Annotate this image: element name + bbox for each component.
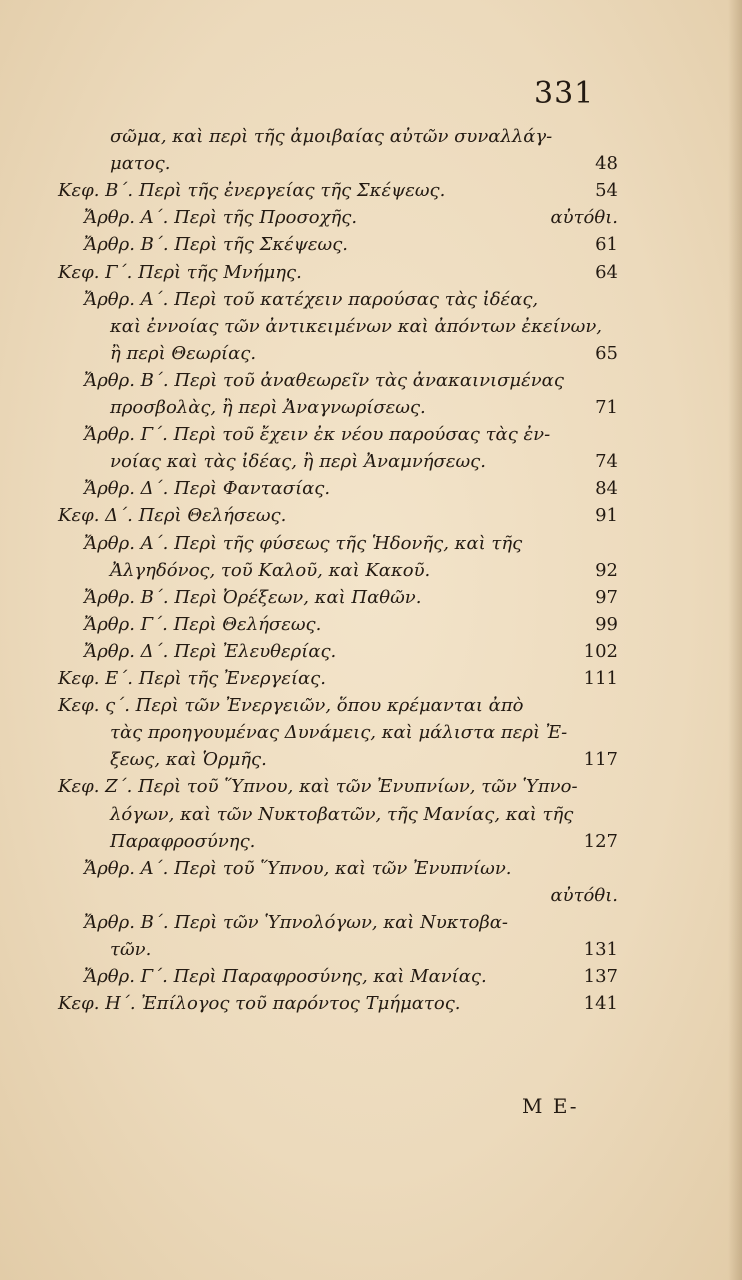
toc-page-number: 48 (595, 153, 618, 175)
page-number: 331 (534, 76, 595, 111)
toc-entry-text: σῶμα, καὶ περὶ τῆς ἀμοιβαίας αὐτῶν συναλλάγ- (110, 126, 553, 147)
toc-line (0, 612, 742, 638)
toc-line (0, 639, 742, 665)
toc-entry-text: ξεως, καὶ Ὁρμῆς. (110, 749, 267, 771)
toc-page-number: 64 (595, 261, 618, 283)
toc-entry-text: Ἄρθρ. Γ΄. Περὶ Θελήσεως. (84, 613, 322, 635)
toc-line (0, 124, 742, 150)
toc-entry-text: Ἄρθρ. Δ΄. Περὶ Ἐλευθερίας. (84, 640, 337, 662)
toc-page-number: 141 (583, 993, 618, 1015)
toc-entry-text: ματος. (110, 153, 171, 175)
toc-entry-text: Κεφ. Η΄. Ἐπίλογος τοῦ παρόντος Τμήματος. (58, 993, 461, 1015)
toc-page-number: 117 (583, 749, 618, 771)
toc-line (0, 368, 742, 394)
toc-entry-text: Ἄρθρ. Γ΄. Περὶ τοῦ ἔχειν ἐκ νέου παρούσας τὰς ἐν- (84, 424, 551, 446)
toc-line (0, 991, 742, 1017)
toc-entry-text: νοίας καὶ τὰς ἰδέας, ἢ περὶ Ἀναμνήσεως. (110, 451, 486, 473)
toc-entry-text: Ἄρθρ. Β΄. Περὶ τοῦ ἀναθεωρεῖν τὰς ἀνακαινισμένας (84, 369, 564, 391)
toc-page-number: 65 (595, 342, 618, 364)
toc-page-number: 54 (595, 180, 618, 202)
toc-page-number: 137 (583, 966, 618, 988)
toc-page-number: 111 (583, 668, 618, 689)
toc-line (0, 205, 742, 231)
toc-line (0, 558, 742, 584)
toc-entry-text: τὰς προηγουμένας Δυνάμεις, καὶ μάλιστα περὶ Ἐ- (110, 722, 568, 744)
toc-line (0, 260, 742, 286)
toc-line (0, 314, 742, 340)
toc-line (0, 910, 742, 936)
toc-page-number: 97 (595, 586, 618, 608)
toc-line (0, 585, 742, 611)
toc-line (0, 747, 742, 773)
toc-page-number: 71 (595, 397, 618, 418)
table-of-contents (0, 124, 742, 1024)
toc-line (0, 503, 742, 529)
page-edge-shadow (728, 0, 742, 1280)
toc-page-number: 131 (583, 939, 618, 960)
toc-line (0, 693, 742, 719)
toc-page-number: 74 (595, 451, 618, 473)
toc-entry-text: Ἀλγηδόνος, τοῦ Καλοῦ, καὶ Κακοῦ. (110, 559, 431, 581)
toc-line (0, 395, 742, 421)
toc-entry-text: Παραφροσύνης. (110, 830, 256, 852)
toc-page-number: 91 (595, 505, 618, 527)
toc-line (0, 856, 742, 882)
toc-line (0, 802, 742, 828)
toc-line (0, 449, 742, 475)
toc-entry-text: Ἄρθρ. Β΄. Περὶ τῆς Σκέψεως. (84, 234, 349, 256)
toc-line (0, 774, 742, 800)
toc-entry-text: Ἄρθρ. Γ΄. Περὶ Παραφροσύνης, καὶ Μανίας. (84, 966, 487, 988)
toc-page-number: 127 (583, 830, 618, 852)
toc-line (0, 178, 742, 204)
toc-entry-text: Κεφ. Ε΄. Περὶ τῆς Ἐνεργείας. (58, 668, 326, 689)
toc-line (0, 151, 742, 177)
toc-line (0, 937, 742, 963)
toc-page-number: 84 (595, 478, 618, 500)
toc-line (0, 666, 742, 692)
toc-line (0, 829, 742, 855)
toc-entry-text: καὶ ἐννοίας τῶν ἀντικειμένων καὶ ἀπόντων ἐκείνων, (110, 315, 602, 337)
toc-entry-text: Κεφ. Γ΄. Περὶ τῆς Μνήμης. (58, 261, 302, 283)
toc-entry-text: ἢ περὶ Θεωρίας. (110, 342, 257, 364)
toc-line (0, 720, 742, 746)
toc-line (0, 232, 742, 258)
toc-entry-text: Ἄρθρ. Α΄. Περὶ τῆς φύσεως τῆς Ἡδονῆς, καὶ τῆς (84, 532, 523, 554)
toc-page-number: αὐτόθι. (550, 207, 618, 229)
catchword: M E- (522, 1094, 579, 1118)
toc-entry-text: Ἄρθρ. Α΄. Περὶ τοῦ κατέχειν παρούσας τὰς ἰδέας, (84, 288, 539, 310)
toc-page-number: 99 (595, 613, 618, 635)
toc-entry-text: Ἄρθρ. Α΄. Περὶ τῆς Προσοχῆς. (84, 207, 358, 229)
toc-page-number: 61 (595, 234, 618, 256)
toc-line (0, 964, 742, 990)
toc-line (0, 422, 742, 448)
toc-entry-text: τῶν. (110, 939, 152, 960)
toc-page-number: αὐτόθι. (550, 884, 618, 906)
toc-line (0, 287, 742, 313)
toc-line (0, 531, 742, 557)
toc-line (0, 476, 742, 502)
toc-line (0, 341, 742, 367)
toc-entry-text: Κεφ. Ζ΄. Περὶ τοῦ Ὕπνου, καὶ τῶν Ἐνυπνίων, τῶν Ὑπνο- (58, 776, 578, 798)
toc-entry-text: Ἄρθρ. Α΄. Περὶ τοῦ Ὕπνου, καὶ τῶν Ἐνυπνίων. (84, 857, 512, 879)
toc-entry-text: Ἄρθρ. Δ΄. Περὶ Φαντασίας. (84, 478, 331, 500)
toc-entry-text: λόγων, καὶ τῶν Νυκτοβατῶν, τῆς Μανίας, καὶ τῆς (110, 803, 574, 825)
toc-entry-text: Ἄρθρ. Β΄. Περὶ τῶν Ὑπνολόγων, καὶ Νυκτοβα- (84, 911, 509, 933)
toc-page-number: 92 (595, 559, 618, 581)
toc-entry-text: προσβολὰς, ἢ περὶ Ἀναγνωρίσεως. (110, 397, 426, 418)
toc-entry-text: Ἄρθρ. Β΄. Περὶ Ὀρέξεων, καὶ Παθῶν. (84, 586, 422, 608)
toc-page-number: 102 (583, 640, 618, 662)
toc-line (0, 883, 742, 909)
toc-entry-text: Κεφ. Δ΄. Περὶ Θελήσεως. (58, 505, 287, 527)
toc-entry-text: Κεφ. ς΄. Περὶ τῶν Ἐνεργειῶν, ὅπου κρέμανται ἀπὸ (58, 695, 524, 717)
toc-entry-text: Κεφ. Β΄. Περὶ τῆς ἐνεργείας τῆς Σκέψεως. (58, 180, 446, 202)
